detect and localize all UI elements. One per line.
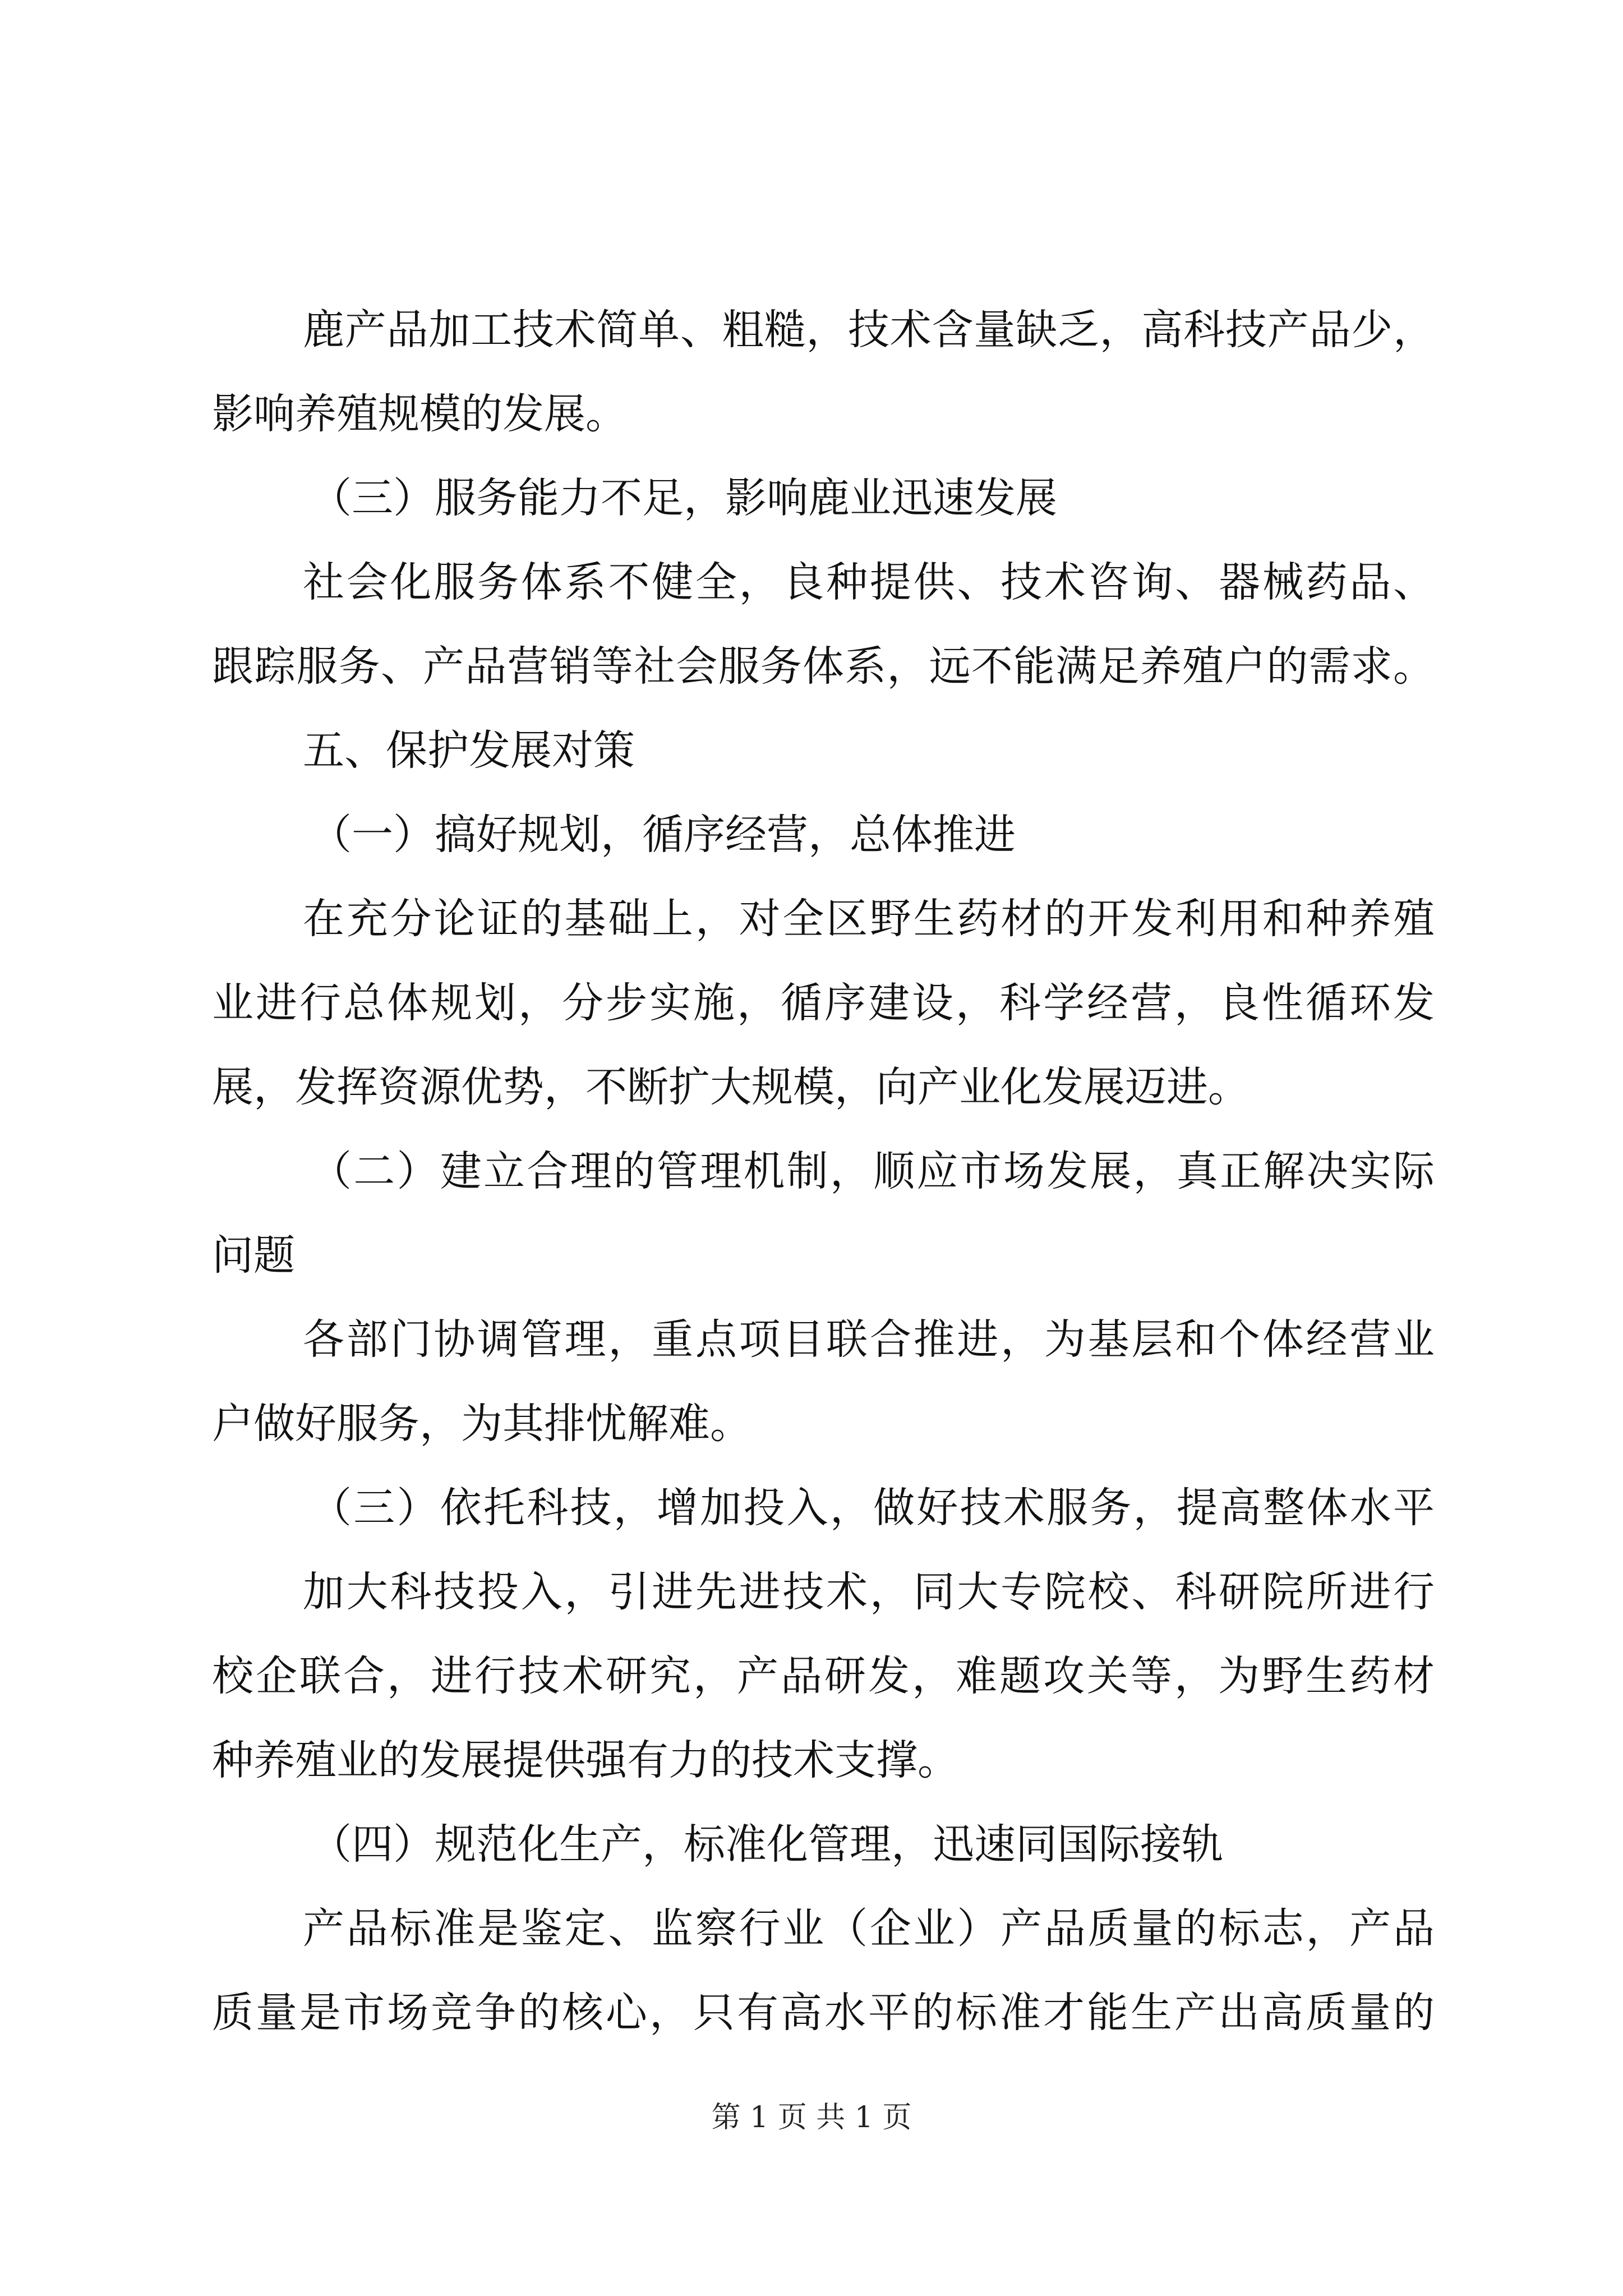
section-heading: 问题 bbox=[212, 1231, 295, 1280]
section-heading: （四）规范化生产，标准化管理，迅速同国际接轨 bbox=[310, 1820, 1223, 1869]
paragraph-line: 质量是市场竞争的核心，只有高水平的标准才能生产出高质量的 bbox=[212, 1989, 1435, 2037]
paragraph-line: 种养殖业的发展提供强有力的技术支撑。 bbox=[212, 1736, 959, 1784]
paragraph-line: 业进行总体规划，分步实施，循序建设，科学经营，良性循环发 bbox=[212, 979, 1435, 1027]
paragraph-line: 影响养殖规模的发展。 bbox=[212, 390, 627, 438]
section-heading: （二）建立合理的管理机制，顺应市场发展，真正解决实际 bbox=[310, 1147, 1435, 1195]
paragraph-line: 加大科技投入，引进先进技术，同大专院校、科研院所进行 bbox=[303, 1568, 1435, 1616]
paragraph-line: 校企联合，进行技术研究，产品研发，难题攻关等，为野生药材 bbox=[212, 1652, 1435, 1700]
paragraph-line: 各部门协调管理，重点项目联合推进，为基层和个体经营业 bbox=[303, 1315, 1435, 1364]
paragraph-line: 在充分论证的基础上，对全区野生药材的开发利用和种养殖 bbox=[303, 895, 1435, 943]
paragraph-line: 产品标准是鉴定、监察行业（企业）产品质量的标志，产品 bbox=[303, 1904, 1435, 1953]
paragraph-line: 鹿产品加工技术简单、粗糙，技术含量缺乏，高科技产品少， bbox=[303, 306, 1435, 354]
section-heading: （三）依托科技，增加投入，做好技术服务，提高整体水平 bbox=[310, 1484, 1435, 1532]
paragraph-line: 社会化服务体系不健全，良种提供、技术咨询、器械药品、 bbox=[303, 558, 1435, 606]
paragraph-line: 跟踪服务、产品营销等社会服务体系，远不能满足养殖户的需求。 bbox=[212, 642, 1435, 691]
paragraph-line: 展，发挥资源优势，不断扩大规模，向产业化发展迈进。 bbox=[212, 1063, 1249, 1111]
section-heading: 五、保护发展对策 bbox=[303, 726, 635, 775]
section-heading: （一）搞好规划，循序经营，总体推进 bbox=[310, 811, 1016, 859]
page-footer: 第 1 页 共 1 页 bbox=[711, 2101, 912, 2134]
section-heading: （三）服务能力不足，影响鹿业迅速发展 bbox=[310, 474, 1057, 522]
paragraph-line: 户做好服务，为其排忧解难。 bbox=[212, 1400, 751, 1448]
